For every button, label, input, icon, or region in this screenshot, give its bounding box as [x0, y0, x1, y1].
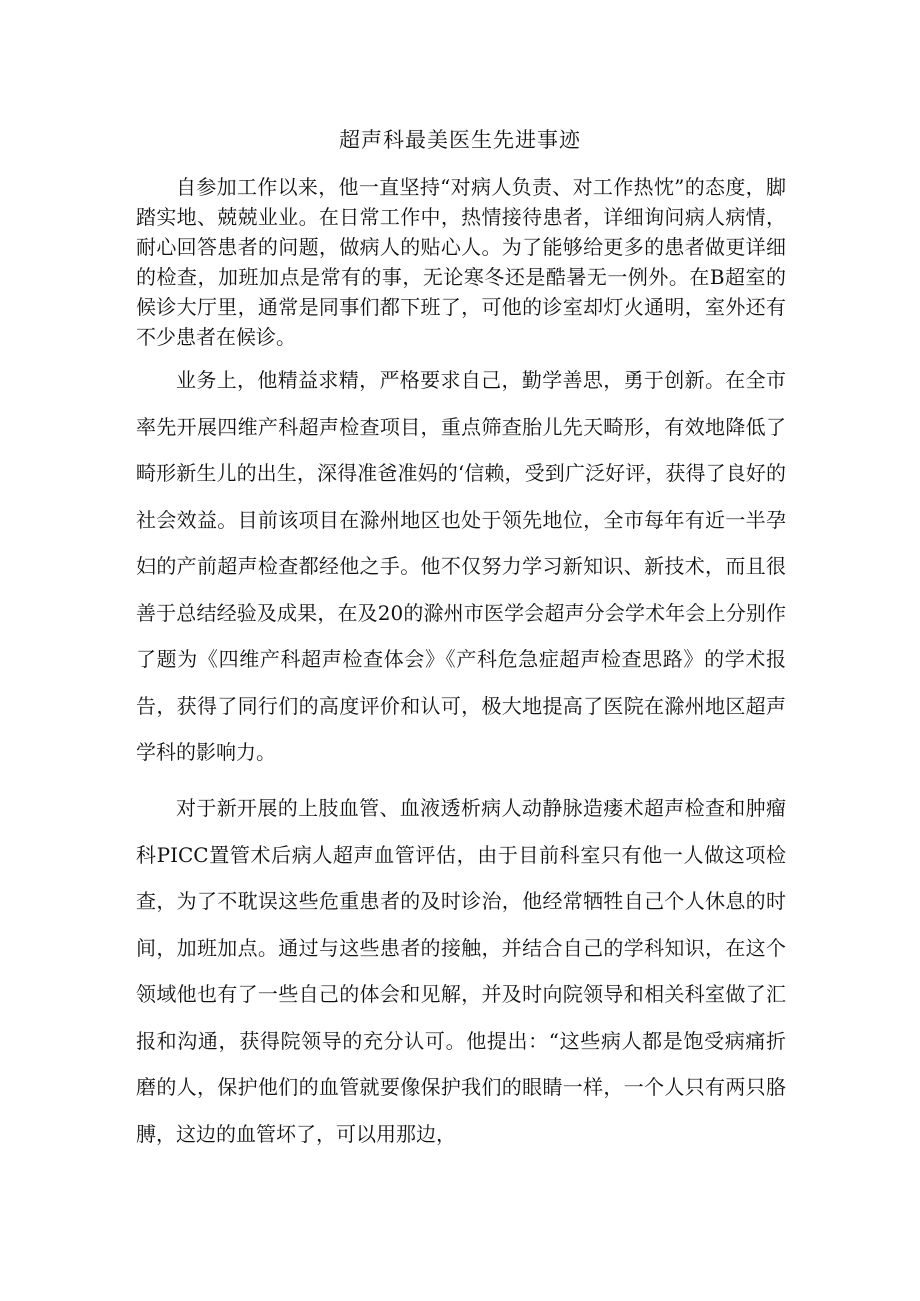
- paragraph-1: 自参加工作以来，他一直坚持“对病人负责、对工作热忱”的态度，脚踏实地、兢兢业业。在日常工作中，热情接待患者，详细询问病人病情，耐心回答患者的问题，做病人的贴心人。为了能够给更多的患者做更详细的检查，加班加点是常有的事，无论寒冬还是酷暑无一例外。在B超室的候诊大厅里，通常是同事们都下班了，可他的诊室却灯火通明，室外还有不少患者在候诊。: [136, 175, 786, 349]
- document-title: 超声科最美医生先进事迹: [339, 128, 581, 152]
- paragraph-3: 对于新开展的上肢血管、血液透析病人动静脉造瘘术超声检查和肿瘤科PICC置管术后病人超声血管评估，由于目前科室只有他一人做这项检查，为了不耽误这些危重患者的及时诊治，他经常牺牲自己个人休息的时间，加班加点。通过与这些患者的接触，并结合自己的学科知识，在这个领域他也有了一些自己的体会和见解，并及时向院领导和相关科室做了汇报和沟通，获得院领导的充分认可。他提出：“这些病人都是饱受病痛折磨的人，保护他们的血管就要像保护我们的眼睛一样，一个人只有两只胳膊，这边的血管坏了，可以用那边，: [136, 796, 786, 1146]
- paragraph-2: 业务上，他精益求精，严格要求自己，勤学善思，勇于创新。在全市率先开展四维产科超声检查项目，重点筛查胎儿先天畸形，有效地降低了畸形新生儿的出生，深得准爸准妈的‘信赖，受到广泛好评，获得了良好的社会效益。目前该项目在滁州地区也处于领先地位，全市每年有近一半孕妇的产前超声检查都经他之手。他不仅努力学习新知识、新技术，而且很善于总结经验及成果，在及20的滁州市医学会超声分会学术年会上分别作了题为《四维产科超声检查体会》《产科危急症超声检查思路》的学术报告，获得了同行们的高度评价和认可，极大地提高了医院在滁州地区超声学科的影响力。: [136, 368, 786, 764]
